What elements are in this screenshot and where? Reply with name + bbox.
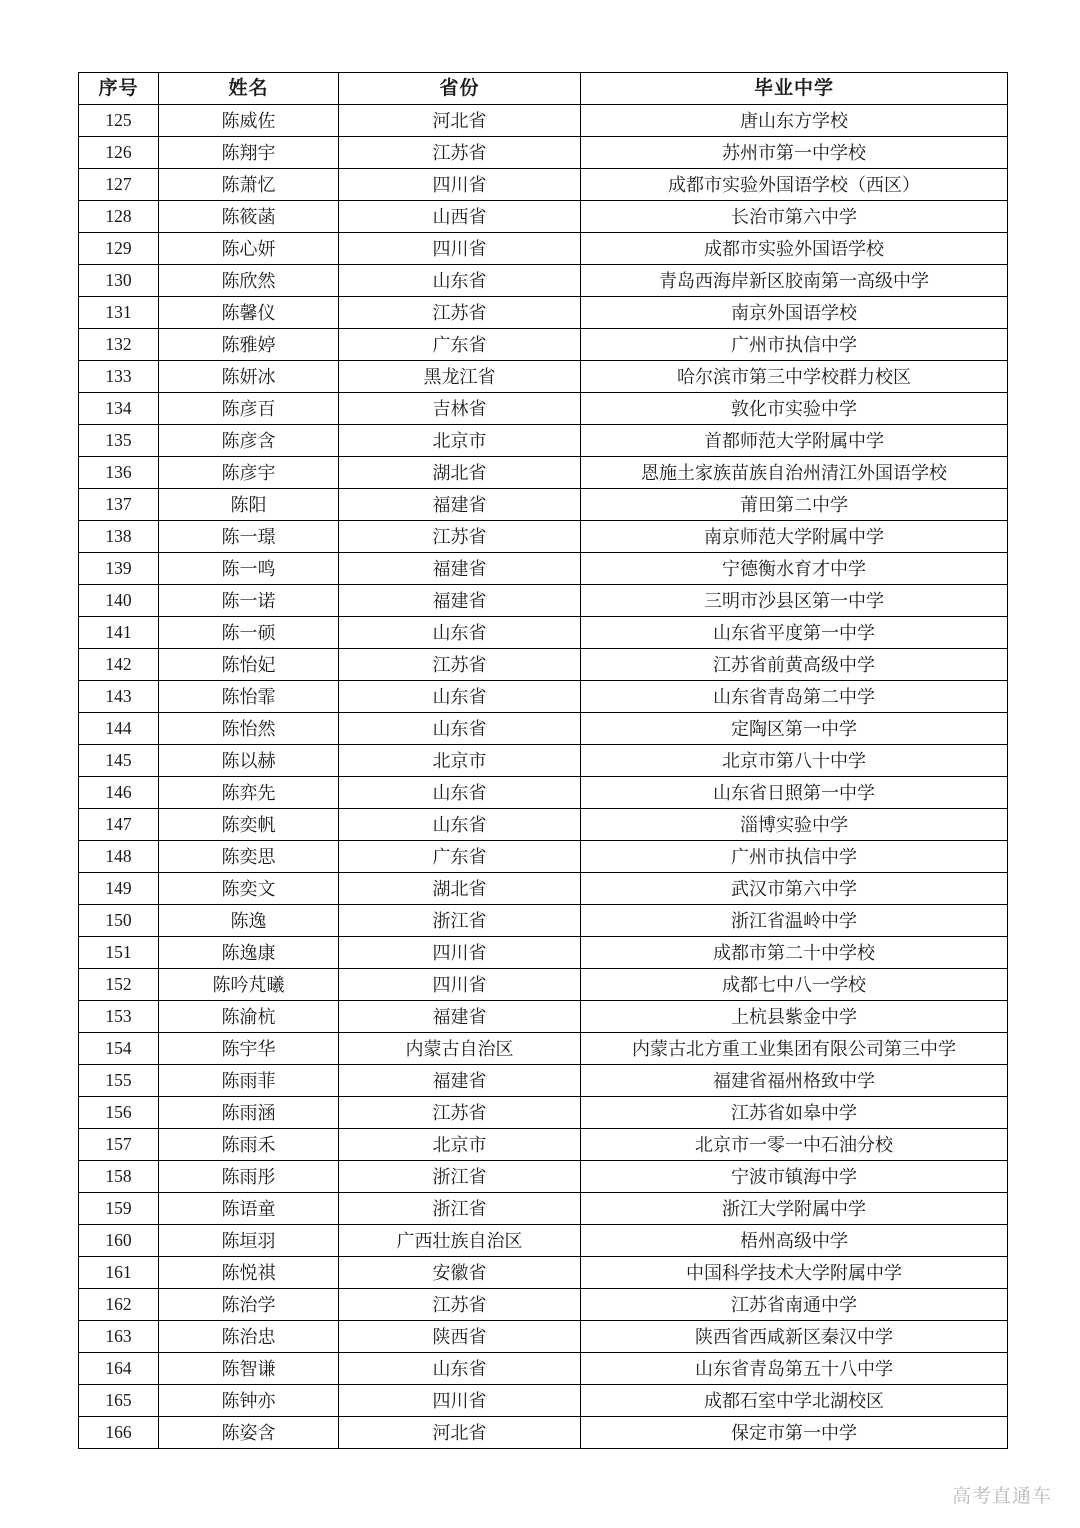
table-row <box>79 937 1008 969</box>
cell-index: 127 <box>79 169 159 201</box>
cell-name: 陈渝杭 <box>159 1001 339 1033</box>
cell-index: 135 <box>79 425 159 457</box>
cell-province: 福建省 <box>339 489 581 521</box>
cell-province: 安徽省 <box>339 1257 581 1289</box>
cell-index: 161 <box>79 1257 159 1289</box>
cell-index: 165 <box>79 1385 159 1417</box>
cell-school: 北京市一零一中石油分校 <box>581 1129 1008 1161</box>
cell-school: 南京外国语学校 <box>581 297 1008 329</box>
cell-name: 陈怡霏 <box>159 681 339 713</box>
cell-school: 山东省平度第一中学 <box>581 617 1008 649</box>
table-row <box>79 713 1008 745</box>
cell-school: 江苏省如皋中学 <box>581 1097 1008 1129</box>
cell-school: 江苏省南通中学 <box>581 1289 1008 1321</box>
cell-school: 北京市第八十中学 <box>581 745 1008 777</box>
cell-province: 四川省 <box>339 233 581 265</box>
cell-school: 南京师范大学附属中学 <box>581 521 1008 553</box>
cell-index: 164 <box>79 1353 159 1385</box>
table-row <box>79 393 1008 425</box>
table-row <box>79 1225 1008 1257</box>
table-row <box>79 169 1008 201</box>
cell-index: 134 <box>79 393 159 425</box>
cell-name: 陈雅婷 <box>159 329 339 361</box>
cell-name: 陈奕思 <box>159 841 339 873</box>
cell-index: 138 <box>79 521 159 553</box>
cell-index: 132 <box>79 329 159 361</box>
cell-index: 162 <box>79 1289 159 1321</box>
table-row <box>79 1193 1008 1225</box>
cell-province: 河北省 <box>339 1417 581 1449</box>
cell-school: 三明市沙县区第一中学 <box>581 585 1008 617</box>
cell-index: 152 <box>79 969 159 1001</box>
table-row <box>79 1033 1008 1065</box>
cell-name: 陈彦宇 <box>159 457 339 489</box>
table-row <box>79 361 1008 393</box>
cell-name: 陈彦含 <box>159 425 339 457</box>
cell-province: 广东省 <box>339 841 581 873</box>
cell-name: 陈治学 <box>159 1289 339 1321</box>
cell-index: 142 <box>79 649 159 681</box>
table-row <box>79 969 1008 1001</box>
table-row <box>79 1353 1008 1385</box>
table-row <box>79 841 1008 873</box>
cell-index: 157 <box>79 1129 159 1161</box>
cell-index: 154 <box>79 1033 159 1065</box>
cell-school: 江苏省前黄高级中学 <box>581 649 1008 681</box>
cell-province: 湖北省 <box>339 873 581 905</box>
cell-name: 陈一硕 <box>159 617 339 649</box>
cell-school: 宁德衡水育才中学 <box>581 553 1008 585</box>
column-header-school: 毕业中学 <box>581 73 1008 105</box>
cell-school: 成都七中八一学校 <box>581 969 1008 1001</box>
cell-index: 144 <box>79 713 159 745</box>
cell-province: 浙江省 <box>339 1193 581 1225</box>
cell-province: 山东省 <box>339 265 581 297</box>
cell-index: 125 <box>79 105 159 137</box>
table-row <box>79 137 1008 169</box>
cell-province: 四川省 <box>339 937 581 969</box>
table-row <box>79 1417 1008 1449</box>
cell-index: 129 <box>79 233 159 265</box>
cell-province: 福建省 <box>339 585 581 617</box>
cell-province: 山东省 <box>339 617 581 649</box>
cell-province: 北京市 <box>339 1129 581 1161</box>
cell-name: 陈怡然 <box>159 713 339 745</box>
cell-index: 131 <box>79 297 159 329</box>
table-body <box>79 105 1008 1449</box>
cell-school: 成都市实验外国语学校 <box>581 233 1008 265</box>
cell-province: 浙江省 <box>339 1161 581 1193</box>
table-row <box>79 233 1008 265</box>
cell-index: 166 <box>79 1417 159 1449</box>
cell-index: 148 <box>79 841 159 873</box>
cell-school: 上杭县紫金中学 <box>581 1001 1008 1033</box>
cell-school: 梧州高级中学 <box>581 1225 1008 1257</box>
cell-name: 陈馨仪 <box>159 297 339 329</box>
cell-name: 陈吟芃曦 <box>159 969 339 1001</box>
table-row <box>79 457 1008 489</box>
cell-name: 陈宇华 <box>159 1033 339 1065</box>
cell-province: 四川省 <box>339 1385 581 1417</box>
cell-school: 中国科学技术大学附属中学 <box>581 1257 1008 1289</box>
cell-name: 陈雨菲 <box>159 1065 339 1097</box>
cell-school: 山东省青岛第五十八中学 <box>581 1353 1008 1385</box>
cell-name: 陈雨彤 <box>159 1161 339 1193</box>
cell-province: 广东省 <box>339 329 581 361</box>
cell-school: 山东省日照第一中学 <box>581 777 1008 809</box>
cell-name: 陈阳 <box>159 489 339 521</box>
cell-name: 陈姿含 <box>159 1417 339 1449</box>
column-header-index: 序号 <box>79 73 159 105</box>
cell-name: 陈心妍 <box>159 233 339 265</box>
cell-name: 陈威佐 <box>159 105 339 137</box>
table-row <box>79 1001 1008 1033</box>
cell-school: 敦化市实验中学 <box>581 393 1008 425</box>
table-row <box>79 521 1008 553</box>
table-row <box>79 585 1008 617</box>
cell-index: 163 <box>79 1321 159 1353</box>
cell-index: 155 <box>79 1065 159 1097</box>
cell-school: 陕西省西咸新区秦汉中学 <box>581 1321 1008 1353</box>
table-row <box>79 1385 1008 1417</box>
cell-index: 130 <box>79 265 159 297</box>
cell-province: 山东省 <box>339 777 581 809</box>
cell-name: 陈逸 <box>159 905 339 937</box>
cell-province: 山东省 <box>339 809 581 841</box>
table-row <box>79 873 1008 905</box>
table-row <box>79 905 1008 937</box>
cell-name: 陈逸康 <box>159 937 339 969</box>
roster-table <box>78 72 1008 1449</box>
cell-name: 陈妍冰 <box>159 361 339 393</box>
cell-school: 广州市执信中学 <box>581 841 1008 873</box>
cell-province: 江苏省 <box>339 521 581 553</box>
cell-name: 陈筱菡 <box>159 201 339 233</box>
cell-province: 江苏省 <box>339 137 581 169</box>
cell-index: 137 <box>79 489 159 521</box>
table-row <box>79 425 1008 457</box>
cell-name: 陈怡妃 <box>159 649 339 681</box>
cell-name: 陈一鸣 <box>159 553 339 585</box>
cell-name: 陈欣然 <box>159 265 339 297</box>
cell-province: 北京市 <box>339 425 581 457</box>
cell-index: 150 <box>79 905 159 937</box>
cell-index: 160 <box>79 1225 159 1257</box>
table-row <box>79 329 1008 361</box>
cell-school: 苏州市第一中学校 <box>581 137 1008 169</box>
cell-index: 140 <box>79 585 159 617</box>
cell-index: 153 <box>79 1001 159 1033</box>
cell-province: 山东省 <box>339 1353 581 1385</box>
table-row <box>79 1065 1008 1097</box>
table-header-row <box>79 73 1008 105</box>
cell-school: 恩施土家族苗族自治州清江外国语学校 <box>581 457 1008 489</box>
table-row <box>79 265 1008 297</box>
cell-name: 陈悦祺 <box>159 1257 339 1289</box>
cell-province: 江苏省 <box>339 649 581 681</box>
table-row <box>79 201 1008 233</box>
cell-name: 陈雨涵 <box>159 1097 339 1129</box>
cell-index: 136 <box>79 457 159 489</box>
table-row <box>79 681 1008 713</box>
cell-name: 陈奕文 <box>159 873 339 905</box>
cell-province: 福建省 <box>339 553 581 585</box>
cell-index: 151 <box>79 937 159 969</box>
table-row <box>79 617 1008 649</box>
cell-name: 陈奕帆 <box>159 809 339 841</box>
cell-index: 133 <box>79 361 159 393</box>
table-row <box>79 297 1008 329</box>
cell-name: 陈智谦 <box>159 1353 339 1385</box>
table-row <box>79 553 1008 585</box>
column-header-name: 姓名 <box>159 73 339 105</box>
table-row <box>79 809 1008 841</box>
table-row <box>79 1097 1008 1129</box>
cell-province: 黑龙江省 <box>339 361 581 393</box>
cell-school: 浙江大学附属中学 <box>581 1193 1008 1225</box>
table-row <box>79 1321 1008 1353</box>
table-row <box>79 1161 1008 1193</box>
cell-province: 内蒙古自治区 <box>339 1033 581 1065</box>
cell-province: 四川省 <box>339 969 581 1001</box>
cell-name: 陈翔宇 <box>159 137 339 169</box>
cell-index: 145 <box>79 745 159 777</box>
cell-name: 陈垣羽 <box>159 1225 339 1257</box>
cell-index: 149 <box>79 873 159 905</box>
cell-index: 139 <box>79 553 159 585</box>
roster-table-container <box>78 72 1007 1449</box>
cell-school: 长治市第六中学 <box>581 201 1008 233</box>
cell-school: 哈尔滨市第三中学校群力校区 <box>581 361 1008 393</box>
cell-index: 159 <box>79 1193 159 1225</box>
cell-school: 成都市实验外国语学校（西区） <box>581 169 1008 201</box>
cell-province: 湖北省 <box>339 457 581 489</box>
cell-province: 山东省 <box>339 681 581 713</box>
cell-name: 陈以赫 <box>159 745 339 777</box>
cell-name: 陈萧忆 <box>159 169 339 201</box>
cell-province: 山西省 <box>339 201 581 233</box>
cell-name: 陈一诺 <box>159 585 339 617</box>
cell-province: 浙江省 <box>339 905 581 937</box>
cell-province: 江苏省 <box>339 297 581 329</box>
watermark: 高考直通车 <box>951 1486 1052 1507</box>
cell-province: 江苏省 <box>339 1097 581 1129</box>
cell-name: 陈钟亦 <box>159 1385 339 1417</box>
cell-name: 陈治忠 <box>159 1321 339 1353</box>
cell-index: 147 <box>79 809 159 841</box>
cell-school: 首都师范大学附属中学 <box>581 425 1008 457</box>
table-row <box>79 105 1008 137</box>
table-row <box>79 745 1008 777</box>
table-row <box>79 777 1008 809</box>
cell-name: 陈语童 <box>159 1193 339 1225</box>
cell-province: 广西壮族自治区 <box>339 1225 581 1257</box>
table-row <box>79 649 1008 681</box>
cell-school: 成都市第二十中学校 <box>581 937 1008 969</box>
table-row <box>79 1257 1008 1289</box>
table-row <box>79 1289 1008 1321</box>
cell-index: 128 <box>79 201 159 233</box>
cell-school: 成都石室中学北湖校区 <box>581 1385 1008 1417</box>
cell-province: 吉林省 <box>339 393 581 425</box>
cell-school: 宁波市镇海中学 <box>581 1161 1008 1193</box>
cell-name: 陈弈先 <box>159 777 339 809</box>
cell-province: 江苏省 <box>339 1289 581 1321</box>
cell-index: 156 <box>79 1097 159 1129</box>
cell-school: 定陶区第一中学 <box>581 713 1008 745</box>
cell-index: 143 <box>79 681 159 713</box>
cell-province: 山东省 <box>339 713 581 745</box>
cell-index: 146 <box>79 777 159 809</box>
cell-name: 陈彦百 <box>159 393 339 425</box>
cell-school: 福建省福州格致中学 <box>581 1065 1008 1097</box>
cell-school: 武汉市第六中学 <box>581 873 1008 905</box>
cell-school: 山东省青岛第二中学 <box>581 681 1008 713</box>
cell-name: 陈一璟 <box>159 521 339 553</box>
cell-index: 158 <box>79 1161 159 1193</box>
cell-province: 北京市 <box>339 745 581 777</box>
table-header <box>79 73 1008 105</box>
cell-index: 141 <box>79 617 159 649</box>
cell-school: 莆田第二中学 <box>581 489 1008 521</box>
cell-school: 浙江省温岭中学 <box>581 905 1008 937</box>
cell-school: 唐山东方学校 <box>581 105 1008 137</box>
cell-province: 四川省 <box>339 169 581 201</box>
cell-school: 淄博实验中学 <box>581 809 1008 841</box>
cell-province: 福建省 <box>339 1001 581 1033</box>
cell-province: 河北省 <box>339 105 581 137</box>
table-row <box>79 489 1008 521</box>
table-row <box>79 1129 1008 1161</box>
cell-school: 内蒙古北方重工业集团有限公司第三中学 <box>581 1033 1008 1065</box>
column-header-province: 省份 <box>339 73 581 105</box>
cell-province: 福建省 <box>339 1065 581 1097</box>
cell-school: 保定市第一中学 <box>581 1417 1008 1449</box>
cell-name: 陈雨禾 <box>159 1129 339 1161</box>
cell-school: 青岛西海岸新区胶南第一高级中学 <box>581 265 1008 297</box>
cell-school: 广州市执信中学 <box>581 329 1008 361</box>
cell-index: 126 <box>79 137 159 169</box>
cell-province: 陕西省 <box>339 1321 581 1353</box>
